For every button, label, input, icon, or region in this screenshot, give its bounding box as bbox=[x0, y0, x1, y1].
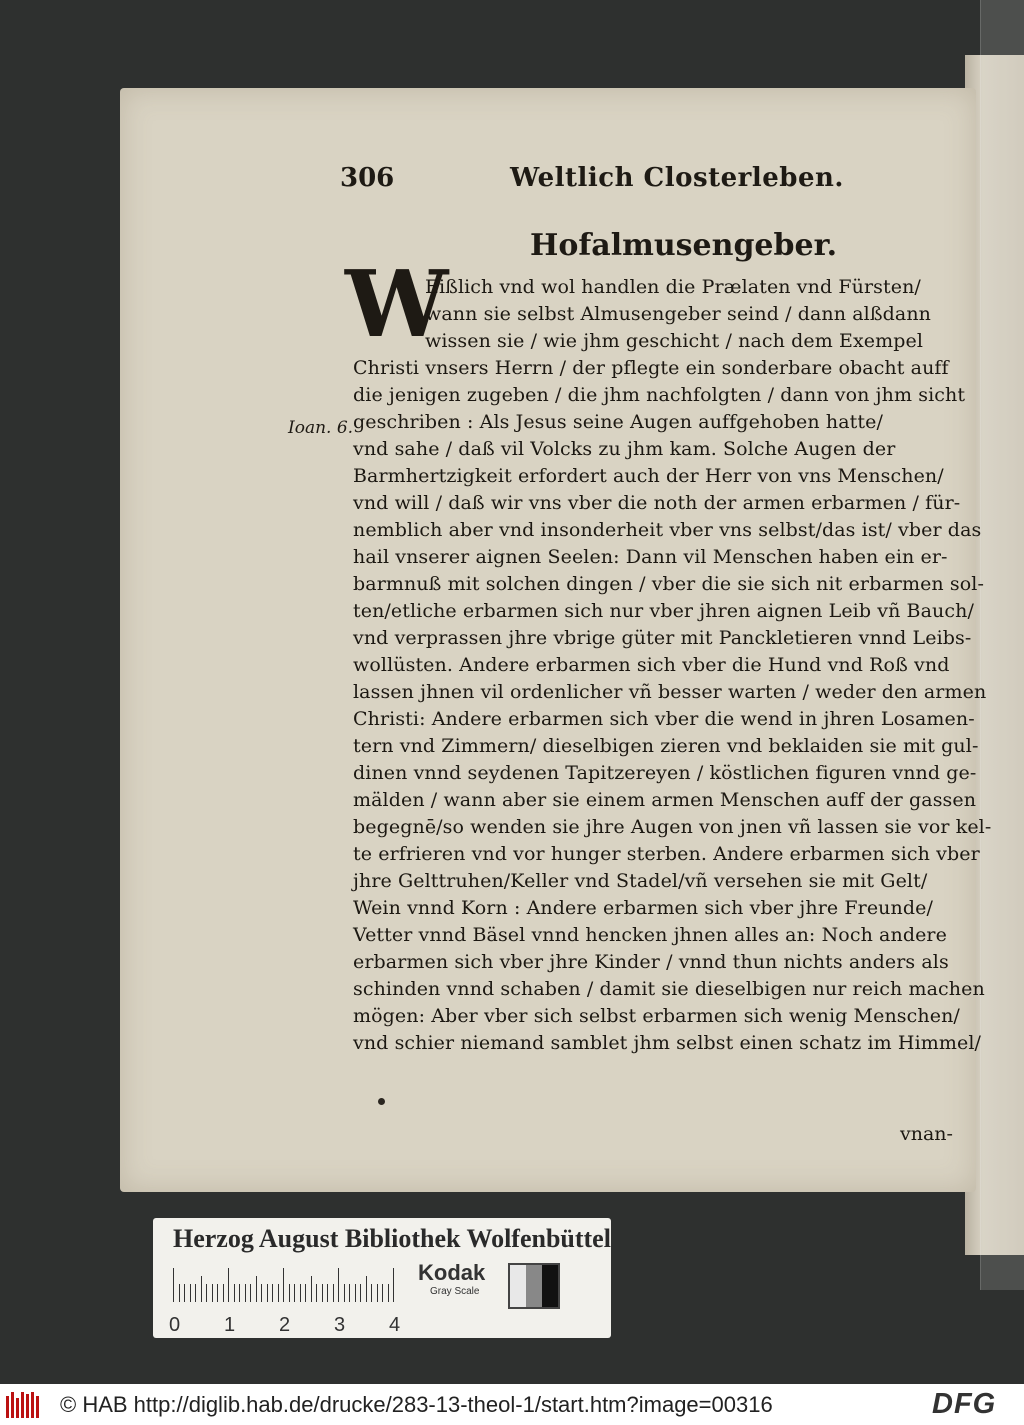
text-line: jhre Gelttruhen/Keller vnd Stadel/vñ versehen sie mit Gelt/ bbox=[353, 870, 928, 892]
text-line: vnd will / daß wir vns vber die noth der armen erbarmen / für- bbox=[353, 492, 961, 514]
text-line: Barmhertzigkeit erfordert auch der Herr von vns Menschen/ bbox=[353, 465, 944, 487]
text-line: dinen vnnd seydenen Tapitzereyen / köstlichen figuren vnnd ge- bbox=[353, 762, 977, 784]
ruler-number: 2 bbox=[279, 1314, 291, 1336]
running-head: Weltlich Closterleben. bbox=[510, 163, 844, 193]
ruler-tick bbox=[371, 1284, 372, 1302]
ruler-tick bbox=[256, 1276, 257, 1302]
text-line: mögen: Aber vber sich selbst erbarmen sich wenig Menschen/ bbox=[353, 1005, 960, 1027]
margin-note: Ioan. 6. bbox=[288, 418, 354, 438]
footer-bar bbox=[0, 1384, 1024, 1425]
footer-credit-link[interactable]: © HAB http://diglib.hab.de/drucke/283-13-theol-1/start.htm?image=00316 bbox=[60, 1392, 773, 1417]
ruler-strip bbox=[980, 0, 1024, 1290]
text-line: vnd verprassen jhre vbrige güter mit Panckletieren vnnd Leibs- bbox=[353, 627, 972, 649]
text-line: begegnē/so wenden sie jhre Augen von jnen vñ lassen sie vor kel- bbox=[353, 816, 992, 838]
ruler-tick bbox=[173, 1268, 174, 1302]
ruler-tick bbox=[217, 1284, 218, 1302]
text-line: vnd sahe / daß vil Volcks zu jhm kam. Solche Augen der bbox=[353, 438, 896, 460]
ruler-number: 4 bbox=[389, 1314, 401, 1336]
ruler-tick bbox=[300, 1284, 301, 1302]
ruler-tick bbox=[305, 1284, 306, 1302]
ink-dot bbox=[378, 1098, 385, 1105]
ruler-tick bbox=[195, 1284, 196, 1302]
ruler-tick bbox=[355, 1284, 356, 1302]
catchword: vnan- bbox=[900, 1123, 953, 1145]
text-line: Vetter vnnd Bäsel vnnd hencken jhnen alles an: Noch andere bbox=[353, 924, 947, 946]
text-line: Christi vnsers Herrn / der pflegte ein sonderbare obacht auff bbox=[353, 357, 949, 379]
ruler-tick bbox=[278, 1284, 279, 1302]
text-line: barmnuß mit solchen dingen / vber die sie sich nit erbarmen sol- bbox=[353, 573, 984, 595]
ruler-tick bbox=[184, 1284, 185, 1302]
text-line: wissen sie / wie jhm geschicht / nach dem Exempel bbox=[425, 330, 923, 352]
text-line: wollüsten. Andere erbarmen sich vber die Hund vnd Roß vnd bbox=[353, 654, 950, 676]
ruler-tick bbox=[179, 1284, 180, 1302]
gray-scale-label: Gray Scale bbox=[430, 1286, 480, 1297]
ruler-tick bbox=[333, 1284, 334, 1302]
text-line: wann sie selbst Almusengeber seind / dann alßdann bbox=[425, 303, 932, 325]
ruler-tick bbox=[228, 1268, 229, 1302]
text-line: te erfrieren vnd vor hunger sterben. Andere erbarmen sich vber bbox=[353, 843, 980, 865]
section-title: Hofalmusengeber. bbox=[530, 228, 838, 263]
ruler-tick bbox=[267, 1284, 268, 1302]
ruler-tick bbox=[261, 1284, 262, 1302]
ruler-scale bbox=[173, 1268, 401, 1302]
text-line: tern vnd Zimmern/ dieselbigen zieren vnd beklaiden sie mit gul- bbox=[353, 735, 979, 757]
ruler-tick bbox=[393, 1268, 394, 1302]
library-label bbox=[153, 1218, 611, 1338]
text-line: erbarmen sich vber jhre Kinder / vnnd thun nichts anders als bbox=[353, 951, 949, 973]
ruler-tick bbox=[239, 1284, 240, 1302]
ruler-tick bbox=[382, 1284, 383, 1302]
ruler-tick bbox=[223, 1284, 224, 1302]
text-line: hail vnserer aignen Seelen: Dann vil Menschen haben ein er- bbox=[353, 546, 948, 568]
ruler-number: 1 bbox=[224, 1314, 236, 1336]
text-line: Eißlich vnd wol handlen die Prælaten vnd Fürsten/ bbox=[425, 276, 921, 298]
ruler-tick bbox=[234, 1284, 235, 1302]
text-line: schinden vnnd schaben / damit sie dieselbigen nur reich machen bbox=[353, 978, 985, 1000]
ruler-tick bbox=[212, 1284, 213, 1302]
text-line: nemblich aber vnd insonderheit vber vns selbst/das ist/ vber das bbox=[353, 519, 982, 541]
kodak-logo: Kodak bbox=[418, 1260, 486, 1285]
ruler-tick bbox=[289, 1284, 290, 1302]
ruler-tick bbox=[316, 1284, 317, 1302]
gray-scale-patch bbox=[508, 1263, 560, 1309]
text-line: ten/etliche erbarmen sich nur vber jhren aignen Leib vñ Bauch/ bbox=[353, 600, 974, 622]
ruler-tick bbox=[245, 1284, 246, 1302]
text-line: Christi: Andere erbarmen sich vber die wend in jhren Losamen- bbox=[353, 708, 975, 730]
ruler-tick bbox=[344, 1284, 345, 1302]
ruler-tick bbox=[190, 1284, 191, 1302]
ruler-tick bbox=[311, 1276, 312, 1302]
text-line: geschriben : Als Jesus seine Augen auffgehoben hatte/ bbox=[353, 411, 883, 433]
ruler-tick bbox=[283, 1268, 284, 1302]
drop-cap: W bbox=[345, 250, 449, 358]
ruler-number: 0 bbox=[169, 1314, 181, 1336]
ruler-tick bbox=[388, 1284, 389, 1302]
text-line: vnd schier niemand samblet jhm selbst einen schatz im Himmel/ bbox=[353, 1032, 982, 1054]
ruler-tick bbox=[201, 1276, 202, 1302]
page-header bbox=[340, 163, 860, 203]
ruler-tick bbox=[322, 1284, 323, 1302]
library-name: Herzog August Bibliothek Wolfenbüttel bbox=[173, 1224, 611, 1253]
ruler-tick bbox=[272, 1284, 273, 1302]
ruler-tick bbox=[360, 1284, 361, 1302]
ruler-tick bbox=[349, 1284, 350, 1302]
ruler-tick bbox=[366, 1276, 367, 1302]
text-line: lassen jhnen vil ordenlicher vñ besser warten / weder den armen bbox=[353, 681, 987, 703]
ruler-tick bbox=[338, 1268, 339, 1302]
text-line: die jenigen zugeben / die jhm nachfolgten / dann von jhm sicht bbox=[353, 384, 966, 406]
text-line: mälden / wann aber sie einem armen Menschen auff der gassen bbox=[353, 789, 977, 811]
ruler-tick bbox=[294, 1284, 295, 1302]
text-line: Wein vnnd Korn : Andere erbarmen sich vber jhre Freunde/ bbox=[353, 897, 933, 919]
page-number: 306 bbox=[340, 163, 395, 193]
ruler-tick bbox=[327, 1284, 328, 1302]
ruler-tick bbox=[377, 1284, 378, 1302]
dfg-logo: DFG bbox=[932, 1388, 997, 1420]
hab-logo-icon bbox=[6, 1390, 46, 1418]
ruler-number: 3 bbox=[334, 1314, 346, 1336]
book-page bbox=[120, 88, 992, 1192]
ruler-tick bbox=[250, 1284, 251, 1302]
ruler-tick bbox=[206, 1284, 207, 1302]
